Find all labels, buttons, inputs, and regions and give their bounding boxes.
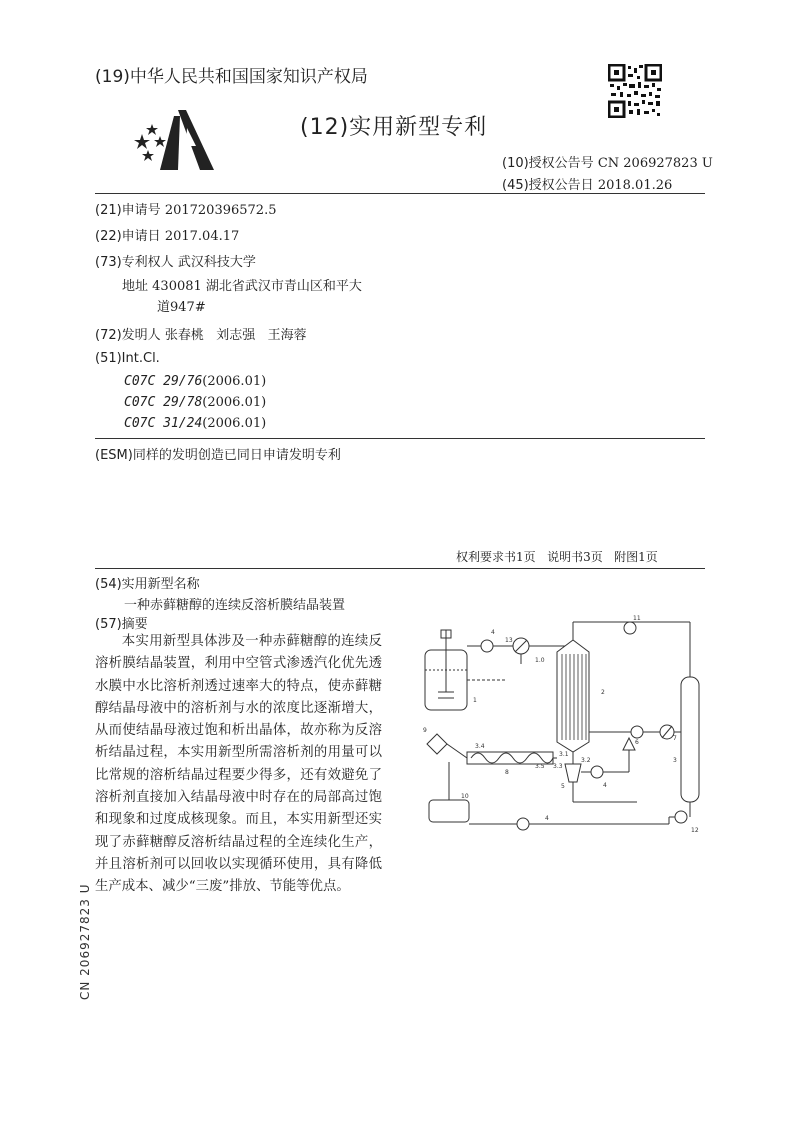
pub-date: 2018.01.26 [597, 178, 673, 193]
solvent-tank [429, 800, 469, 822]
publication-date-row [502, 174, 672, 193]
app-date-value: 2017.04.17 [164, 229, 240, 244]
intcl-code: C07C 31/24 [124, 416, 203, 431]
intcl-entry [124, 395, 266, 410]
patentee [95, 251, 256, 270]
intcl-entry [124, 416, 266, 431]
diagram-label: 13 [505, 637, 513, 644]
diagram-label: 3.1 [559, 751, 569, 758]
diagram-label: 4 [603, 782, 607, 789]
diagram-label: 8 [505, 769, 509, 776]
esm-note: (ESM)同样的发明创造已同日申请发明专利 [95, 448, 341, 463]
pub-no-label: (10)授权公告号 [502, 156, 594, 171]
header-divider [95, 193, 705, 194]
diagram-label: 2 [601, 689, 605, 696]
pub-date-label: (45)授权公告日 [502, 178, 594, 193]
address [122, 275, 362, 294]
address-line1: 430081 湖北省武汉市青山区和平大 [152, 279, 362, 294]
diagram-label: 9 [423, 727, 427, 734]
diagram-label: 1.0 [535, 657, 545, 664]
dryer [427, 734, 447, 754]
distillation-column [681, 677, 699, 802]
diagram-label: 10 [461, 793, 469, 800]
diagram-label: 3.2 [581, 757, 591, 764]
counts-divider [95, 568, 705, 569]
intcl-code: C07C 29/76 [124, 374, 203, 389]
pump [624, 622, 636, 634]
diagram-label: 7 [673, 735, 677, 742]
inventor-label: (72)发明人 [95, 328, 161, 343]
inventors [95, 324, 307, 343]
diagram-label: 1 [473, 697, 477, 704]
diagram-label: 3.5 [535, 763, 545, 770]
cnipa-logo-icon [130, 106, 220, 174]
pump [517, 818, 529, 830]
abstract-label: (57)摘要 [95, 617, 148, 632]
stirrer-blades [438, 692, 454, 698]
diagram-label: 3.3 [553, 763, 563, 770]
pump [675, 811, 687, 823]
patentee-label: (73)专利权人 [95, 255, 174, 270]
apparatus-diagram [405, 612, 715, 837]
abstract-text: 本实用新型具体涉及一种赤藓糖醇的连续反溶析膜结晶装置，利用中空管式渗透汽化优先透水膜中水比溶析剂透过速率大的特点，使赤藓糖醇结晶母液中的溶析剂与水的浓度比逐渐增大，从而使结晶母液过饱和析出晶体，故亦称为反溶析结晶过程，本实用新型所需溶析剂的用量可以比常规的溶析结晶过程要少得多，还有效避免了溶析剂直接加入结晶母液中时存在的局部高过饱和现象和过度成核现象。而且，本实用新型还实现了赤藓糖醇反溶析结晶过程的全连续化生产，并且溶析剂可以回收以实现循环使用，具有降低生产成本、减少“三废”排放、节能等优点。 [95, 634, 382, 895]
inventor-names: 张春桃 刘志强 王海蓉 [164, 328, 307, 343]
diagram-label: 4 [545, 815, 549, 822]
bib-divider [95, 438, 705, 439]
filter [623, 738, 635, 750]
app-date-label: (22)申请日 [95, 229, 161, 244]
page-counts: 权利要求书1页 说明书3页 附图1页 [456, 550, 658, 564]
diagram-label: 12 [691, 827, 699, 834]
publication-number-row [502, 152, 713, 171]
intcl-version: (2006.01) [202, 395, 267, 410]
utility-model-title: 一种赤藓糖醇的连续反溶析膜结晶装置 [124, 598, 346, 613]
app-no-label: (21)申请号 [95, 203, 161, 218]
side-patent-code: CN 206927823 U [78, 883, 92, 1000]
application-date [95, 225, 239, 244]
intcl-code: C07C 29/78 [124, 395, 203, 410]
diagram-label: 3.4 [475, 743, 485, 750]
intcl-label: (51)Int.Cl. [95, 351, 160, 366]
diagram-label: 5 [561, 783, 565, 790]
document-type: (12)实用新型专利 [300, 115, 488, 140]
office-name: (19)中华人民共和国国家知识产权局 [95, 67, 368, 87]
app-no-value: 201720396572.5 [164, 203, 277, 218]
diagram-label: 11 [633, 615, 641, 622]
diagram-label: 3 [673, 757, 677, 764]
application-number [95, 199, 276, 218]
pump [481, 640, 493, 652]
intcl-version: (2006.01) [202, 416, 267, 431]
title-label: (54)实用新型名称 [95, 577, 200, 592]
qr-code-icon [608, 64, 662, 118]
pub-no: CN 206927823 U [597, 156, 713, 171]
address-line2: 道947# [157, 300, 206, 315]
pump [591, 766, 603, 778]
pump [631, 726, 643, 738]
patentee-value: 武汉科技大学 [177, 255, 256, 270]
intcl-version: (2006.01) [202, 374, 267, 389]
centrifuge [565, 764, 581, 782]
diagram-label: 4 [491, 629, 495, 636]
address-label: 地址 [122, 279, 149, 294]
diagram-label: 6 [635, 739, 639, 746]
intcl-entry [124, 374, 266, 389]
